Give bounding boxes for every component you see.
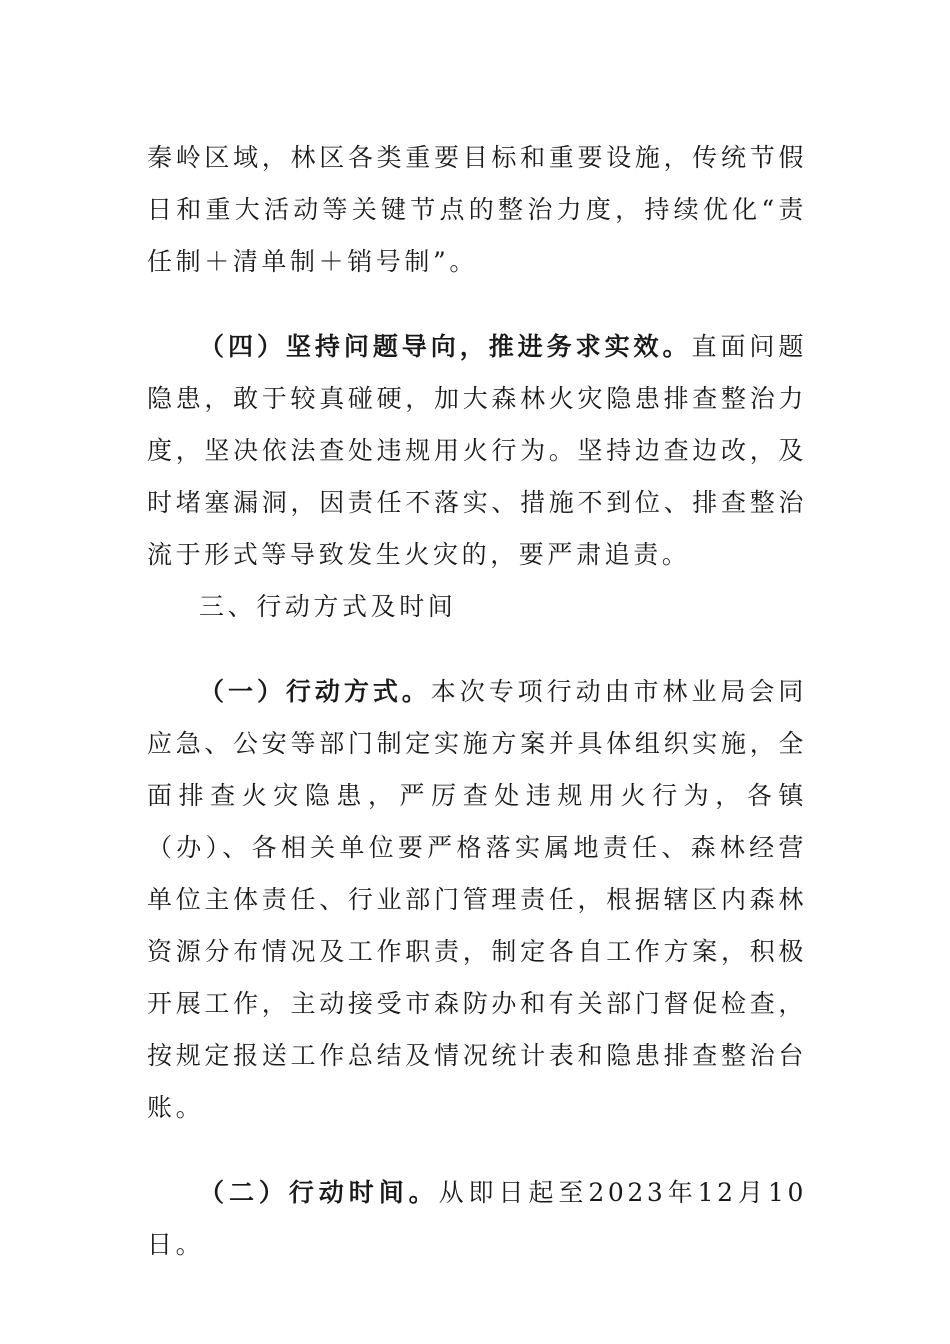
paragraph-problem-oriented [147,321,807,581]
paragraph-text: 从即日起至2023年12月10日。 [147,1178,807,1259]
paragraph-heading: （四）坚持问题导向，推进务求实效。 [199,332,692,361]
paragraph-text: 秦岭区域，林区各类重要目标和重要设施，传统节假日和重大活动等关键节点的整治力度，持续优化“责任制＋清单制＋销号制”。 [147,143,807,276]
document-body [147,132,807,1271]
paragraph-continuation [147,132,807,288]
section-heading [147,581,807,633]
paragraph-heading: （一）行动方式。 [199,677,431,706]
paragraph-heading: （二）行动时间。 [199,1178,439,1207]
paragraph-action-method [147,666,807,1134]
section-title: 三、行动方式及时间 [199,592,457,621]
paragraph-action-time [147,1167,807,1271]
paragraph-text: 直面问题隐患，敢于较真碰硬，加大森林火灾隐患排查整治力度，坚决依法查处违规用火行为。坚持边查边改，及时堵塞漏洞，因责任不落实、措施不到位、排查整治流于形式等导致发生火灾的，要严肃追责。 [147,332,807,569]
paragraph-text: 本次专项行动由市林业局会同应急、公安等部门制定实施方案并具体组织实施，全面排查火灾隐患，严厉查处违规用火行为，各镇（办）、各相关单位要严格落实属地责任、森林经营单位主体责任、行业部门管理责任，根据辖区内森林资源分布情况及工作职责，制定各自工作方案，积极开展工作，主动接受市森防办和有关部门督促检查，按规定报送工作总结及情况统计表和隐患排查整治台账。 [147,677,807,1122]
